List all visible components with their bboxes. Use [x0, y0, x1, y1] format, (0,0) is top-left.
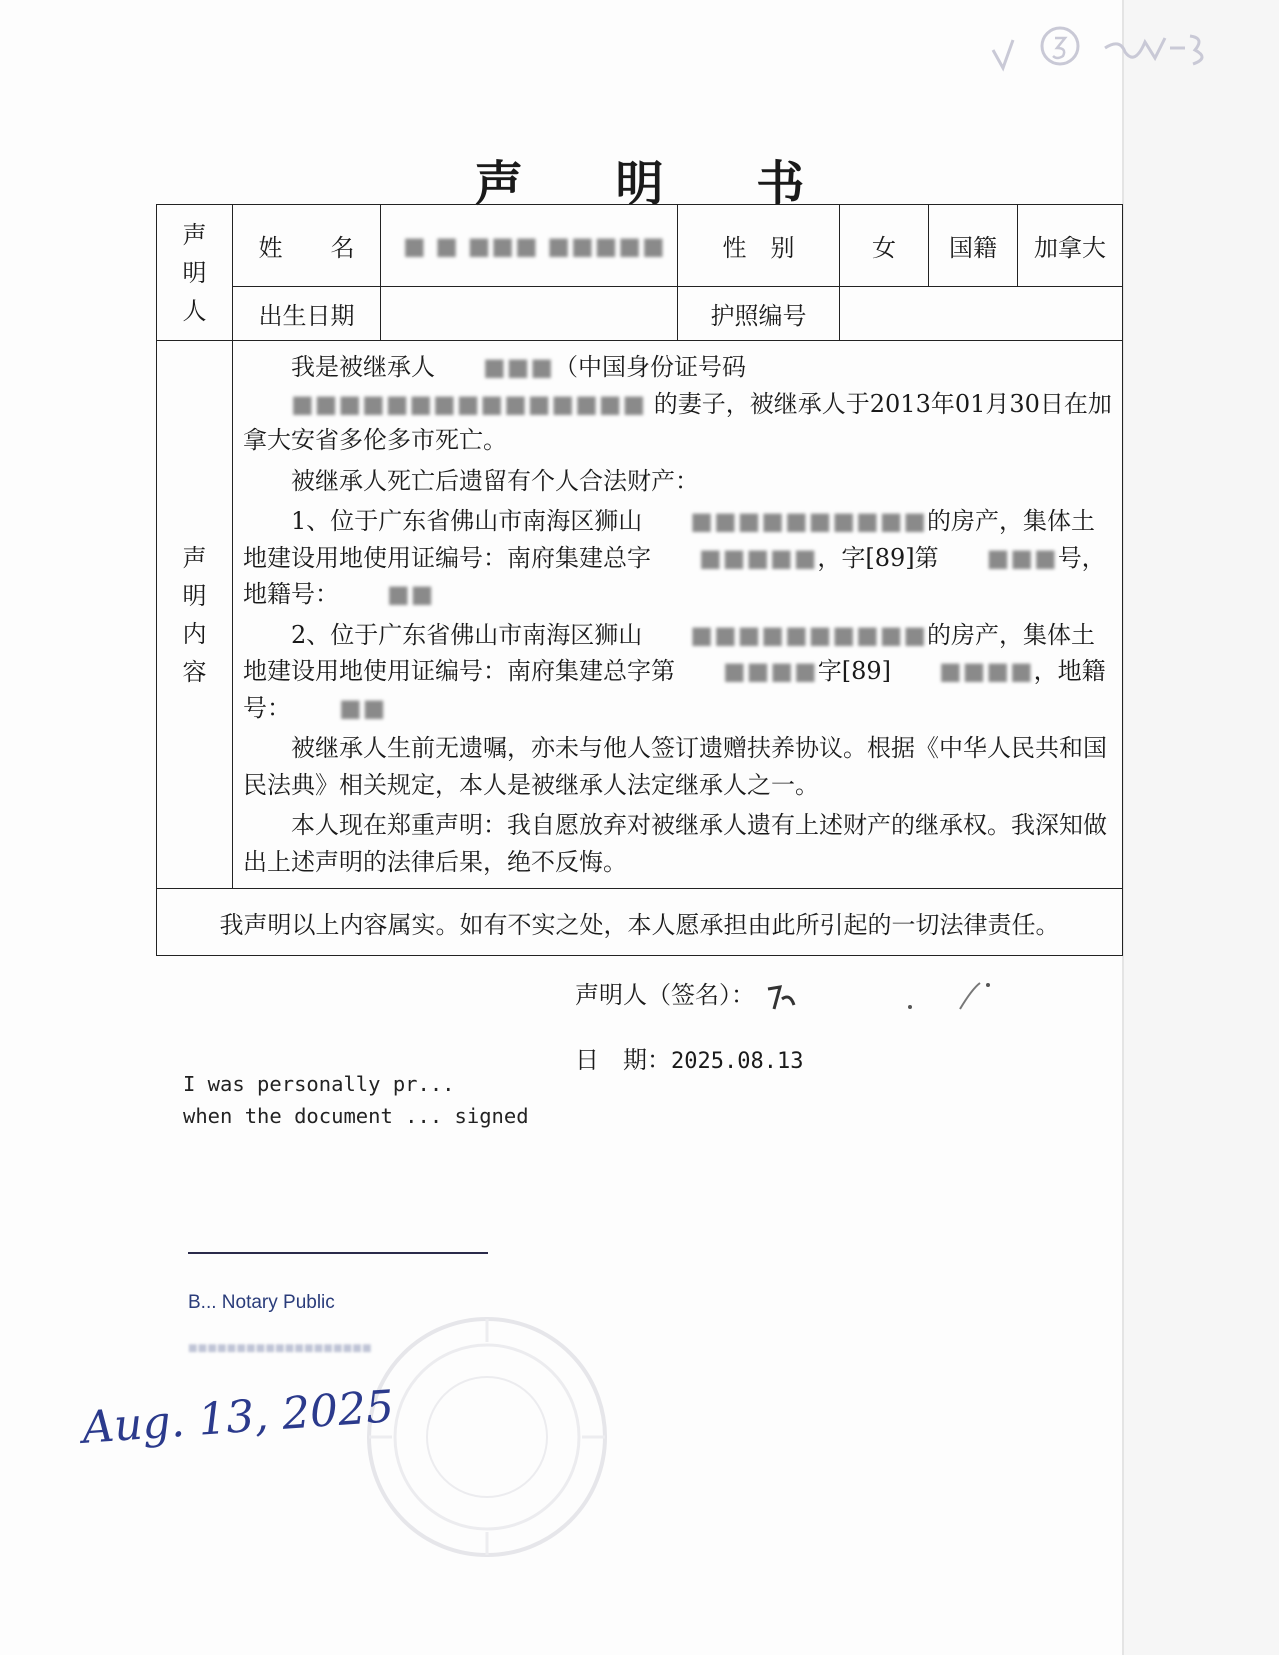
birth-date-value — [381, 287, 678, 341]
name-value: ■ ■ ■■■ ■■■■■ — [381, 205, 678, 287]
notary-seal-icon — [362, 1312, 612, 1562]
gender-value: 女 — [840, 205, 929, 287]
declarant-label: 声 明 人 — [157, 205, 233, 341]
date-label: 日 期： — [575, 1046, 671, 1074]
declaration-footer: 我声明以上内容属实。如有不实之处，本人愿承担由此所引起的一切法律责任。 — [157, 889, 1123, 956]
handwritten-corner-note — [985, 18, 1225, 78]
signature-mark — [760, 979, 1020, 1019]
nationality-value: 加拿大 — [1018, 205, 1123, 287]
content-paragraph-1: 我是被继承人 ■■■（中国身份证号码■■■■■■■■■■■■■■■ 的妻子，被继承人于2013年01月30日在加拿大安省多伦多市死亡。 — [243, 353, 1112, 454]
page-edge-shadow — [1124, 0, 1279, 1655]
content-paragraph-4: 2、位于广东省佛山市南海区狮山 ■■■■■■■■■■的房产，集体土地建设用地使用证编号：南府集建总字第 ■■■■字[89] ■■■■，地籍号： ■■ — [243, 620, 1106, 722]
gender-label: 性 别 — [678, 205, 840, 287]
notary-statement — [183, 1068, 529, 1132]
content-label: 声 明 内 容 — [157, 341, 233, 889]
notary-subtitle: ■■■■■■■■■■■■■■■■■■■ — [188, 1340, 372, 1357]
passport-label: 护照编号 — [678, 287, 840, 341]
notary-name: B... Notary Public — [188, 1292, 335, 1313]
declaration-table — [156, 204, 1123, 956]
date-row — [575, 1040, 1095, 1075]
content-paragraph-6: 本人现在郑重声明：我自愿放弃对被继承人遗有上述财产的继承权。我深知做出上述声明的法律后果，绝不反悔。 — [243, 811, 1107, 876]
content-paragraph-3: 1、位于广东省佛山市南海区狮山 ■■■■■■■■■■的房产，集体土地建设用地使用证编号：南府集建总字 ■■■■■，字[89]第 ■■■号，地籍号： ■■ — [243, 507, 1106, 608]
signature-label: 声明人（签名）： — [575, 981, 755, 1009]
content-paragraph-2: 被继承人死亡后遗留有个人合法财产： — [291, 466, 699, 495]
birth-date-label: 出生日期 — [233, 287, 381, 341]
passport-value — [840, 287, 1123, 341]
notary-signature-line — [188, 1252, 488, 1254]
handwritten-date: Aug. 13, 2025 — [80, 1381, 396, 1454]
signature-row — [575, 975, 1095, 1019]
document-title: 声 明 书 — [474, 156, 843, 212]
declaration-content — [233, 341, 1123, 889]
date-value: 2025.08.13 — [671, 1049, 804, 1074]
content-paragraph-5: 被继承人生前无遗嘱，亦未与他人签订遗赠扶养协议。根据《中华人民共和国民法典》相关规定，本人是被继承人法定继承人之一。 — [243, 734, 1107, 799]
notary-statement-line-1: I was personally pr... — [183, 1072, 455, 1096]
nationality-label: 国籍 — [929, 205, 1018, 287]
name-label: 姓 名 — [233, 205, 381, 287]
notary-statement-line-2: when the document ... signed — [183, 1104, 529, 1128]
